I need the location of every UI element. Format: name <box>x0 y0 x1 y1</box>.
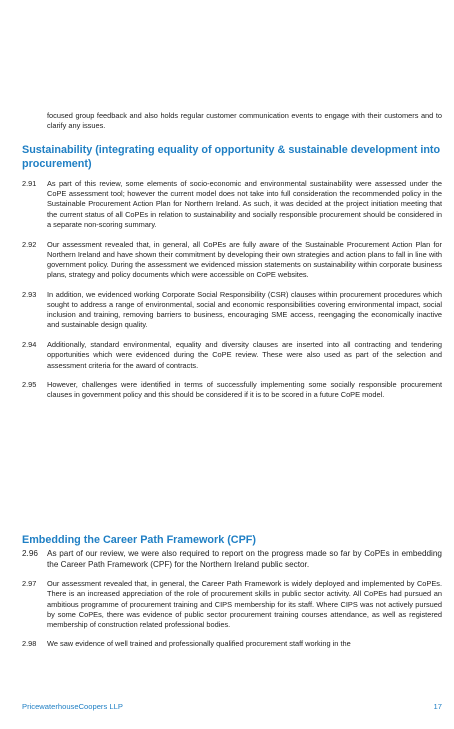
paragraph-number: 2.95 <box>22 380 37 390</box>
paragraph-number: 2.94 <box>22 340 37 350</box>
intro-paragraph: focused group feedback and also holds regular customer communication events to engage with their customers and to clarify any issues. <box>47 111 442 131</box>
paragraph-text: Our assessment revealed that, in general, the Career Path Framework is widely deployed and implemented by CoPEs. There is an increased appreciation of the role of procurement skills in public sector activity. All CoPEs had pursued an ambitious programme of procurement training and CIPS membership for its staff. Where CIPS was not actively pursued by some CoPEs, there was evidence of public sector procurement training courses attendance, as well as registered membership of construction related professional bodies. <box>47 579 442 629</box>
paragraph-2-91 <box>22 179 442 230</box>
paragraph-text: Additionally, standard environmental, equality and diversity clauses are inserted into all contracting and tendering opportunities which were evidenced during the CoPE review. These were also used as part of the selection and assessment criteria for the award of contracts. <box>47 340 442 370</box>
footer-page-number: 17 <box>433 702 442 711</box>
paragraph-number: 2.93 <box>22 289 37 299</box>
section-heading-sustainability: Sustainability (integrating equality of opportunity & sustainable development into procurement) <box>22 144 441 170</box>
paragraph-2-92 <box>22 240 442 281</box>
paragraph-text: As part of this review, some elements of socio-economic and environmental sustainability were assessed under the CoPE assessment tool; however the current model does not take into full consideration the recommended policy in the Sustainable Procurement Action Plan for Northern Ireland. As such, it was decided at the project initiation meeting that the current status of all CoPEs in relation to sustainability and socially responsible procurement should be considered in a separate non-scoring summary. <box>47 179 442 229</box>
paragraph-2-97 <box>22 579 442 630</box>
paragraph-text: In addition, we evidenced working Corporate Social Responsibility (CSR) clauses within procurement procedures which sought to address a range of environmental, social and economic responsibilities covering environmental impact, social inclusion and training, removing barriers to business, encouraging SME access, reengaging the economically inactive and sustainable design quality. <box>47 289 442 330</box>
paragraph-2-94 <box>22 340 442 371</box>
footer-company: PricewaterhouseCoopers LLP <box>22 702 123 711</box>
paragraph-number: 2.97 <box>22 579 37 589</box>
career-path-section <box>22 548 442 658</box>
sustainability-section <box>22 179 442 410</box>
paragraph-number: 2.96 <box>22 549 38 558</box>
section-heading-career-path: Embedding the Career Path Framework (CPF) <box>22 534 256 546</box>
paragraph-2-93 <box>22 290 442 331</box>
paragraph-2-95 <box>22 380 442 400</box>
paragraph-2-96 <box>22 548 442 570</box>
paragraph-2-98 <box>22 639 442 649</box>
paragraph-number: 2.98 <box>22 639 37 649</box>
paragraph-text: We saw evidence of well trained and professionally qualified procurement staff working in the <box>47 639 351 649</box>
paragraph-text: However, challenges were identified in terms of successfully implementing some socially responsible procurement clauses in government policy and this should be considered if it is to be scored in a future CoPE model. <box>47 380 442 400</box>
paragraph-text: Our assessment revealed that, in general, all CoPEs are fully aware of the Sustainable Procurement Action Plan for Northern Ireland and have shown their commitment by developing their own strategies and action plans to fall in line with government policy. During the assessment we evidenced mission statements on sustainability within corporate business plans, strategy and policy documents which were accessible on CoPE websites. <box>47 239 442 280</box>
paragraph-text: As part of our review, we were also required to report on the progress made so far by CoPEs in embedding the Career Path Framework (CPF) for the Northern Ireland public sector. <box>47 549 442 570</box>
paragraph-number: 2.91 <box>22 179 37 188</box>
paragraph-number: 2.92 <box>22 239 37 249</box>
